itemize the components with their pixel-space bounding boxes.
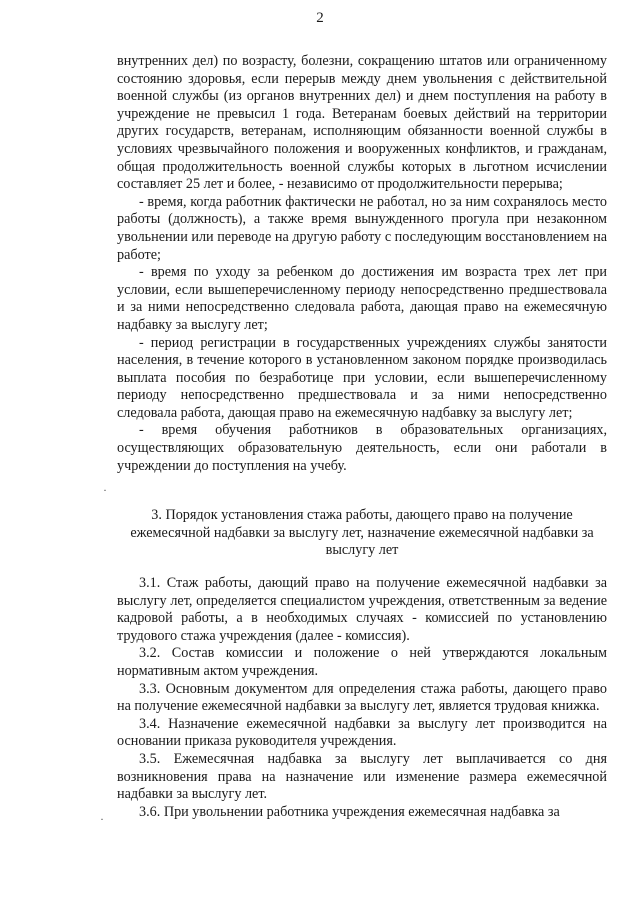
list-item: - время обучения работников в образовательных организациях, осуществляющих образовательную деятельность, если они работали в учреждении до поступления на учебу. <box>117 422 607 474</box>
list-item: - период регистрации в государственных учреждениях службы занятости населения, в течение которого в установленном законом порядке производилась выплата пособия по безработице при условии, если вышеперечисленному периоду непосредственно предшествовала и за ними непосредственно следовала работа, дающая право на ежемесячную надбавку за выслугу лет; <box>117 334 607 421</box>
continuation-paragraph: внутренних дел) по возрасту, болезни, сокращению штатов или ограниченному состоянию здоровья, если перерыв между днем увольнения с действительной военной службы (из органов внутренних дел) и днем поступления на работу в учреждение не превысил 1 года. Ветеранам боевых действий на территории других государств, ветеранам, исполняющим обязанности военной службы в условиях чрезвычайного положения и вооруженных конфликтов, и гражданам, общая продолжительность военной службы которых в льготном исчислении составляет 25 лет и более, - независимо от продолжительности перерыва; <box>117 53 607 193</box>
paragraph: 3.6. При увольнении работника учреждения ежемесячная надбавка за <box>139 803 560 820</box>
list-item: - время, когда работник фактически не работал, но за ним сохранялось место работы (должность), а также время вынужденного прогула при незаконном увольнении или переводе на другую работу с последующим восстановлением на работе; <box>117 193 607 263</box>
scan-mark: · <box>103 483 107 497</box>
page-number: 2 <box>316 10 324 26</box>
paragraph: 3.2. Состав комиссии и положение о ней утверждаются локальным нормативным актом учреждения. <box>117 645 607 679</box>
section-heading: 3. Порядок установления стажа работы, дающего право на получение ежемесячной надбавки за выслугу лет, назначение ежемесячной надбавки за выслугу лет <box>130 507 594 559</box>
paragraph: 3.4. Назначение ежемесячной надбавки за выслугу лет производится на основании приказа руководителя учреждения. <box>117 715 607 750</box>
eligibility-periods-section <box>117 53 607 475</box>
list-item: - время по уходу за ребенком до достижения им возраста трех лет при условии, если вышеперечисленному периоду непосредственно предшествовала и за ними непосредственно следовала работа, дающая право на ежемесячную надбавку за выслугу лет; <box>117 264 607 333</box>
paragraph: 3.3. Основным документом для определения стажа работы, дающего право на получение ежемесячной надбавки за выслугу лет, является трудовая книжка. <box>117 680 607 715</box>
scan-mark: · <box>100 812 104 826</box>
section-3-body <box>117 575 607 821</box>
paragraph: 3.1. Стаж работы, дающий право на получение ежемесячной надбавки за выслугу лет, определяется специалистом учреждения, ответственным за ведение кадровой работы, а в необходимых случаях - комиссией по установлению трудового стажа учреждения (далее - комиссия). <box>117 575 607 644</box>
section-3-heading-block <box>117 507 607 560</box>
paragraph: 3.5. Ежемесячная надбавка за выслугу лет выплачивается со дня возникновения права на назначение или изменение размера ежемесячной надбавки за выслугу лет. <box>117 750 607 803</box>
